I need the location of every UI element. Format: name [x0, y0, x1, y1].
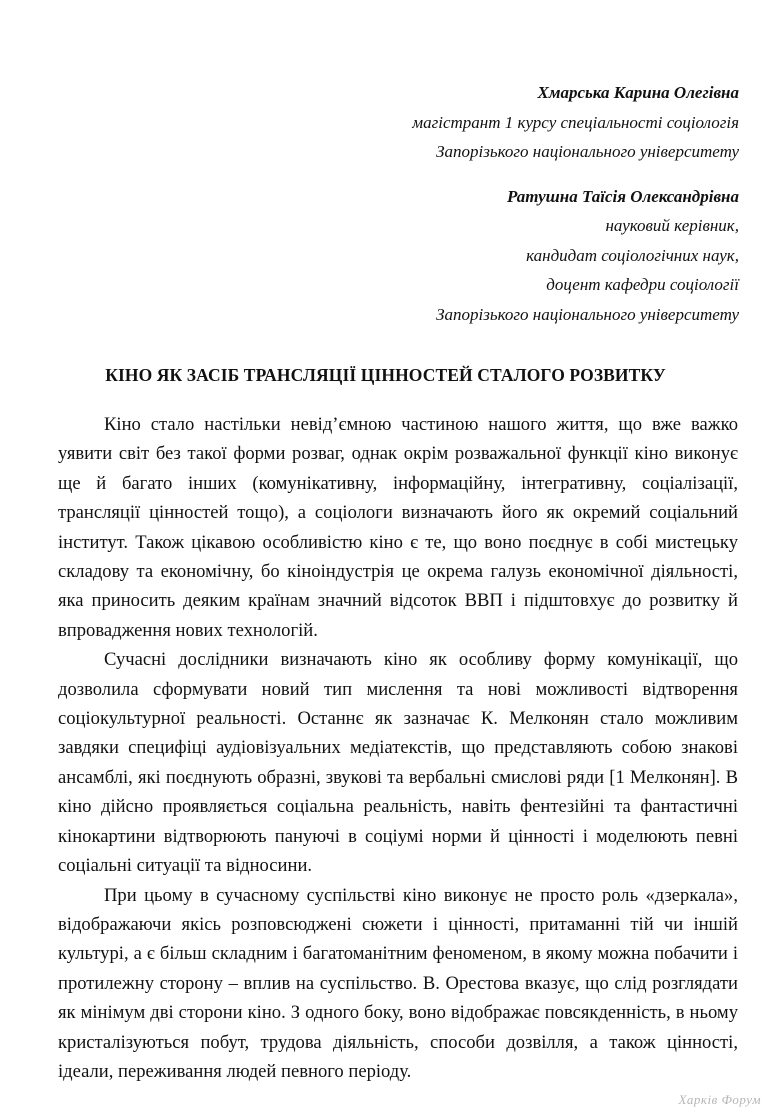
- supervisor-affiliation-line: Запорізького національного університету: [436, 304, 739, 324]
- supervisor-affiliation-line: доцент кафедри соціології: [546, 275, 739, 294]
- author-name: Хмарська Карина Олегівна: [537, 83, 739, 102]
- author-block: [412, 78, 739, 329]
- paragraph: Кіно стало настільки невід’ємною частиною нашого життя, що вже важко уявити світ без такої форми розваг, однак окрім розважальної функції кіно виконує ще й багато інших (комунікативну, інформаційну, інтегративну, соціалізації, трансляції цінностей тощо), а соціологи визначають його як окремий соціальний інститут. Також цікавою особливістю кіно є те, що воно поєднує в собі мистецьку складову та економічну, бо кіноіндустрія це окрема галузь економічної діяльності, яка приносить деяким країнам значний відсоток ВВП і підштовхує до розвитку й впровадження нових технологій.: [58, 414, 738, 641]
- paragraph: Сучасні дослідники визначають кіно як особливу форму комунікації, що дозволила сформувати новий тип мислення та нові можливості відтворення соціокультурної реальності. Останнє як зазначає К. Мелконян стало можливим завдяки специфіці аудіовізуальних медіатекстів, що представляють собою знакові ансамблі, які поєднують образні, звукові та вербальні смислові ряди [1 Мелконян]. В кіно дійсно проявляється соціальна реальність, навіть фентезійні та фантастичні кінокартини відтворюють пануючі в соціумі норми й цінності і моделюють певні соціальні ситуації та відносини.: [58, 649, 738, 877]
- paragraph: При цьому в сучасному суспільстві кіно виконує не просто роль «дзеркала», відображаючи якісь розповсюджені сюжети і цінності, притаманні тій чи іншій культурі, а є більш складним і багатоманітним феноменом, в якому можна побачити і протилежну сторону – вплив на суспільство. В. Орестова вказує, що слід розглядати як мінімум дві сторони кіно. З одного боку, воно відображає повсякденність, в ньому кристалізуються побут, трудова діяльність, способи дозвілля, а також цінності, ідеали, переживання людей певного періоду.: [58, 884, 738, 1082]
- author-affiliation-line: Запорізького національного університету: [436, 142, 739, 161]
- article-title: КІНО ЯК ЗАСІБ ТРАНСЛЯЦІЇ ЦІННОСТЕЙ СТАЛОГО РОЗВИТКУ: [105, 365, 666, 385]
- supervisor-affiliation-line: науковий керівник,: [605, 216, 739, 235]
- supervisor-name: Ратушна Таїсія Олександрівна: [507, 186, 739, 206]
- watermark: Харків Форум: [678, 1092, 761, 1107]
- supervisor-affiliation-line: кандидат соціологічних наук,: [526, 245, 739, 265]
- article-body: [58, 410, 738, 1086]
- author-affiliation-line: магістрант 1 курсу спеціальності соціологія: [412, 112, 739, 132]
